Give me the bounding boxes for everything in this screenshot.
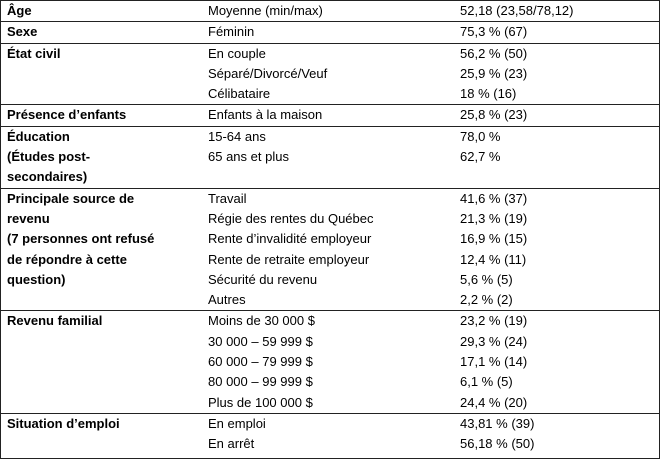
label-line: (7 personnes ont refusé xyxy=(7,231,155,247)
item-text: 60 000 – 79 999 $ xyxy=(208,354,313,370)
item-text: Rente d’invalidité employeur xyxy=(208,231,372,247)
label-line: Âge xyxy=(7,3,32,18)
table-row xyxy=(1,22,659,43)
value-text: 75,3 % (67) xyxy=(460,24,528,40)
row-items xyxy=(198,105,448,126)
value-text: 21,3 % (19) xyxy=(460,210,528,226)
table-row xyxy=(1,105,659,126)
item-text: Plus de 100 000 $ xyxy=(208,394,313,410)
value-text: 5,6 % (5) xyxy=(460,271,513,287)
item-text: En arrêt xyxy=(208,436,255,452)
row-label xyxy=(1,43,198,105)
label-line: (Études post- xyxy=(7,149,91,165)
item-text: Séparé/Divorcé/Veuf xyxy=(208,65,328,81)
table-body xyxy=(1,1,659,455)
row-items xyxy=(198,22,448,43)
item-text: En couple xyxy=(208,45,266,61)
value-text: 23,2 % (19) xyxy=(460,313,528,329)
value-text: 12,4 % (11) xyxy=(460,251,527,267)
label-line: secondaires) xyxy=(7,169,88,185)
row-items xyxy=(198,126,448,188)
item-text: Célibataire xyxy=(208,86,271,102)
demographics-table xyxy=(1,1,659,455)
item-text: 15-64 ans xyxy=(208,128,266,144)
label-line: Éducation xyxy=(7,128,70,144)
value-text: 62,7 % xyxy=(460,149,501,165)
value-text: 25,8 % (23) xyxy=(460,107,528,123)
label-line: Revenu familial xyxy=(7,313,103,329)
row-items xyxy=(198,43,448,105)
item-text: Moyenne (min/max) xyxy=(208,3,323,18)
item-text: Enfants à la maison xyxy=(208,107,323,123)
row-label xyxy=(1,1,198,22)
row-label xyxy=(1,126,198,188)
item-text: 30 000 – 59 999 $ xyxy=(208,333,313,349)
row-values xyxy=(448,126,659,188)
row-values xyxy=(448,188,659,311)
value-text: 17,1 % (14) xyxy=(460,354,528,370)
value-text: 24,4 % (20) xyxy=(460,394,528,410)
row-values xyxy=(448,1,659,22)
value-text: 25,9 % (23) xyxy=(460,65,528,81)
row-items xyxy=(198,188,448,311)
value-text: 16,9 % (15) xyxy=(460,231,528,247)
label-line: question) xyxy=(7,271,66,287)
label-line: Situation d’emploi xyxy=(7,415,120,431)
item-text: Féminin xyxy=(208,24,255,40)
item-text: En emploi xyxy=(208,415,266,431)
value-text: 6,1 % (5) xyxy=(460,374,513,390)
item-text: 65 ans et plus xyxy=(208,149,289,165)
item-text: Travail xyxy=(208,190,247,206)
row-items xyxy=(198,311,448,413)
table-row xyxy=(1,413,659,454)
item-text: Sécurité du revenu xyxy=(208,271,318,287)
label-line: Sexe xyxy=(7,24,38,40)
row-values xyxy=(448,311,659,413)
label-line: État civil xyxy=(7,45,61,61)
row-label xyxy=(1,105,198,126)
row-items xyxy=(198,1,448,22)
label-line: de répondre à cette xyxy=(7,251,127,267)
row-label xyxy=(1,311,198,413)
value-text: 41,6 % (37) xyxy=(460,190,528,206)
value-text: 18 % (16) xyxy=(460,86,517,102)
table-row xyxy=(1,1,659,22)
table-row xyxy=(1,311,659,413)
row-values xyxy=(448,22,659,43)
label-line: revenu xyxy=(7,210,50,226)
row-values xyxy=(448,413,659,454)
table-row xyxy=(1,43,659,105)
table-row xyxy=(1,188,659,311)
row-label xyxy=(1,413,198,454)
label-line: Présence d’enfants xyxy=(7,107,127,123)
row-label xyxy=(1,188,198,311)
value-text: 43,81 % (39) xyxy=(460,415,535,431)
item-text: Moins de 30 000 $ xyxy=(208,313,315,329)
value-text: 2,2 % (2) xyxy=(460,292,513,308)
row-values xyxy=(448,43,659,105)
label-line: Principale source de xyxy=(7,190,135,206)
table-row xyxy=(1,126,659,188)
value-text: 29,3 % (24) xyxy=(460,333,528,349)
item-text: Autres xyxy=(208,292,246,308)
value-text: 78,0 % xyxy=(460,128,501,144)
row-values xyxy=(448,105,659,126)
item-text: Rente de retraite employeur xyxy=(208,251,370,267)
value-text: 52,18 (23,58/78,12) xyxy=(460,3,574,18)
item-text: Régie des rentes du Québec xyxy=(208,210,374,226)
row-items xyxy=(198,413,448,454)
value-text: 56,2 % (50) xyxy=(460,45,528,61)
value-text: 56,18 % (50) xyxy=(460,436,535,452)
row-label xyxy=(1,22,198,43)
item-text: 80 000 – 99 999 $ xyxy=(208,374,313,390)
